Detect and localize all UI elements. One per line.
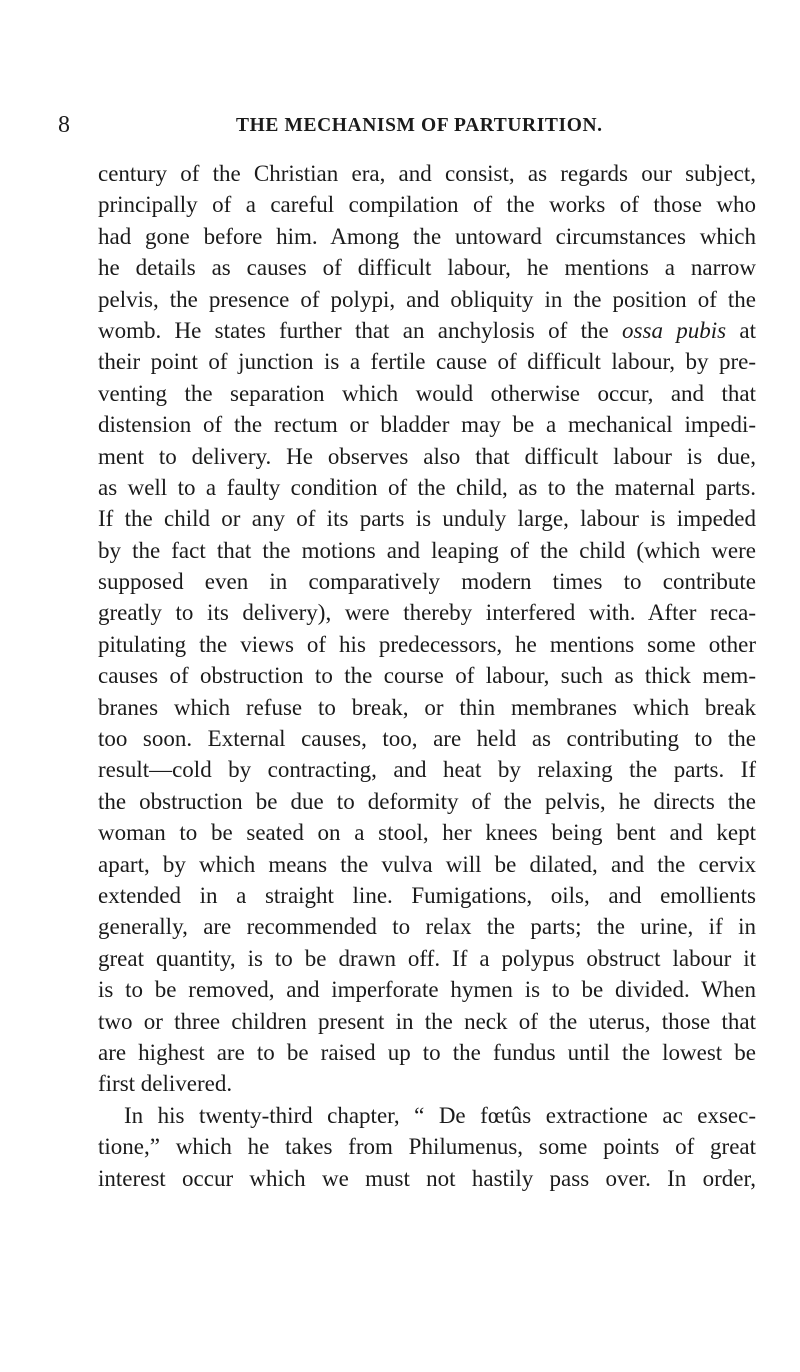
text-line: two or three children present in the neck of the uterus, those that [98, 1008, 756, 1034]
text-line: generally, are recommended to relax the parts; the urine, if in [98, 914, 756, 940]
text-line: is to be removed, and imperforate hymen is to be divided. When [98, 977, 756, 1003]
text-line: womb. He states further that an anchylosis of the ossa pubis at [98, 317, 756, 343]
page-number: 8 [58, 112, 70, 138]
text-line: as well to a faulty condition of the child, as to the maternal parts. [98, 474, 756, 500]
text-line: pitulating the views of his predecessors, he mentions some other [98, 631, 756, 657]
text-line: If the child or any of its parts is unduly large, labour is impeded [98, 506, 756, 532]
text-line: are highest are to be raised up to the fundus until the lowest be [98, 1039, 756, 1065]
text-line: had gone before him. Among the untoward circumstances which [98, 223, 756, 249]
text-line: he details as causes of difficult labour, he mentions a narrow [98, 255, 756, 281]
text-line: In his twenty-third chapter, “ De fœtûs extractione ac exsec- [124, 1102, 756, 1128]
text-line: great quantity, is to be drawn off. If a polypus obstruct labour it [98, 945, 756, 971]
running-head [58, 110, 758, 140]
text-line: century of the Christian era, and consist, as regards our subject, [98, 161, 756, 186]
paragraph [98, 158, 756, 1100]
text-line: pelvis, the presence of polypi, and obliquity in the position of the [98, 286, 756, 312]
text-line: by the fact that the motions and leaping of the child (which were [98, 537, 756, 563]
running-title: THE MECHANISM OF PARTURITION. [236, 115, 603, 136]
text-line: extended in a straight line. Fumigations, oils, and emollients [98, 882, 756, 908]
text-line: branes which refuse to break, or thin membranes which break [98, 694, 756, 720]
text-line: causes of obstruction to the course of labour, such as thick mem- [98, 663, 756, 689]
paragraph [98, 1100, 756, 1194]
text-line: tione,” which he takes from Philumenus, some points of great [98, 1134, 756, 1160]
text-line: first delivered. [98, 1071, 233, 1097]
text-line: apart, by which means the vulva will be dilated, and the cervix [98, 851, 756, 877]
text-line: greatly to its delivery), were thereby interfered with. After reca- [98, 600, 756, 626]
text-line: principally of a careful compilation of the works of those who [98, 192, 756, 218]
text-line: venting the separation which would otherwise occur, and that [98, 380, 756, 406]
text-line: the obstruction be due to deformity of the pelvis, he directs the [98, 788, 756, 814]
text-line: too soon. External causes, too, are held as contributing to the [98, 726, 756, 752]
text-line: result—cold by contracting, and heat by relaxing the parts. If [98, 757, 756, 783]
text-line: interest occur which we must not hastily pass over. In order, [98, 1165, 756, 1191]
body-text [98, 158, 756, 1194]
text-line: ment to delivery. He observes also that difficult labour is due, [98, 443, 756, 469]
text-line: distension of the rectum or bladder may be a mechanical impedi- [98, 412, 756, 438]
text-line: woman to be seated on a stool, her knees being bent and kept [98, 820, 756, 846]
text-line: supposed even in comparatively modern times to contribute [98, 569, 756, 595]
text-line: their point of junction is a fertile cause of difficult labour, by pre- [98, 349, 756, 375]
